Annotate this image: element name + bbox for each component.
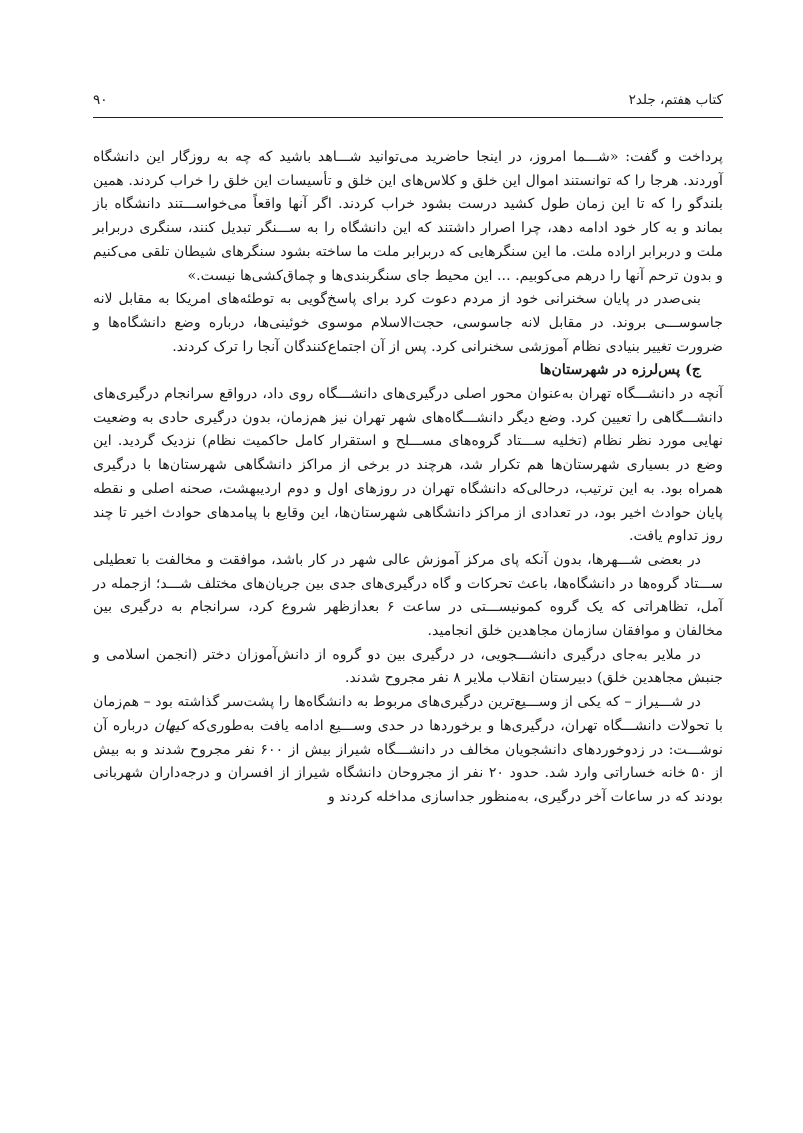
page-body bbox=[93, 146, 723, 810]
paragraph: در ملایر به‌جای درگیری دانشـــجویی، در درگیری بین دو گروه از دانش‌آموزان دختر (انجمن اسلامی و جنبش مجاهدین خلق) دبیرستان انقلاب ملایر ۸ نفر مجروح شدند. bbox=[93, 646, 723, 687]
header-rule bbox=[93, 117, 723, 118]
book-title: کتاب هفتم، جلد۲ bbox=[628, 92, 723, 108]
section-heading: ج) پس‌لرزه در شهرستان‌ها bbox=[539, 362, 701, 379]
paragraph: آنچه در دانشـــگاه تهران به‌عنوان محور اصلی درگیری‌های دانشـــگاه روی داد، درواقع سرانجام درگیری‌های دانشـــگاهی را تعیین کرد. وضع دیگر دانشـــگاه‌های شهر تهران نیز هم‌زمان، بدون درگیری حادی به وضعیت نهایی مورد نظر نظام (تخلیه ســـتاد گروه‌های مســـلح و استقرار کامل حاکمیت نظام) نزدیک گردید. این وضع در بسیاری شهرستان‌ها هم تکرار شد، هرچند در برخی از مراکز دانشگاهی شهرستان‌ها با درگیری همراه بود. به این ترتیب، درحالی‌که دانشگاه تهران در روزهای اول و دوم اردیبهشت، صحنه اصلی و نقطه پایان حوادث اخیر بود، در تعدادی از مراکز دانشگاهی شهرستان‌ها، این وقایع با پیامدهای حوادث اخیر تا چند روز تداوم یافت. bbox=[93, 386, 723, 545]
paragraph: پرداخت و گفت: «شـــما امروز، در اینجا حاضرید می‌توانید شـــاهد باشید که چه به روزگار این دانشگاه آوردند. هرجا را که توانستند اموال این خلق و کلاس‌های این خلق و تأسیسات این خلق را خراب کردند. همین بلندگو را که تا این زمان طول کشید درست بشود خراب کردند. اگر آنها واقعاً می‌خواســـتند دانشگاه باز بماند و به کار خود ادامه دهد، چرا اصرار داشتند که این دانشگاه را به ســـنگر تبدیل کنند، سنگری دربرابر ملت و دربرابر اراده ملت. ما این سنگرهایی که دربرابر ملت ما ساخته بشود سنگرهای شیطان تلقی می‌کنیم و بدون ترحم آنها را درهم می‌کوبیم. ... این محیط جای سنگربندی‌ها و چماق‌کشی‌ها نیست.» bbox=[93, 149, 723, 284]
page-header bbox=[93, 88, 723, 114]
paragraph: بنی‌صدر در پایان سخنرانی خود از مردم دعوت کرد برای پاسخ‌گویی به توطئه‌های امریکا به مقابل لانه جاسوســـی بروند. در مقابل لانه جاسوسی، حجت‌الاسلام موسوی خوئینی‌ها، درباره وضع دانشگاه‌ها و ضرورت تغییر بنیادی نظام آموزشی سخنرانی کرد. پس از آن اجتماع‌کنندگان آنجا را ترک کردند. bbox=[93, 291, 723, 355]
page-number: ۹۰ bbox=[93, 92, 108, 108]
newspaper-name: کیهان bbox=[154, 717, 187, 734]
text-run: درباره آن نوشـــت: در زدوخوردهای دانشجویان مخالف در دانشـــگاه شیراز بیش از ۶۰۰ نفر مجروح شدند و به بیش از ۵۰ خانه خساراتی وارد شد. حدود ۲۰ نفر از مجروحان دانشگاه شیراز از افسران و درجه‌داران شهربانی بودند که در ساعات آخر درگیری، به‌منظور جداسازی مداخله کردند و bbox=[93, 717, 723, 805]
paragraph: در بعضی شـــهرها، بدون آنکه پای مرکز آموزش عالی شهر در کار باشد، موافقت و مخالفت با تعطیلی ســـتاد گروه‌ها در دانشگاه‌ها، باعث تحرکات و گاه درگیری‌های جدی بین جریان‌های مختلف شـــد؛ ازجمله در آمل، تظاهراتی که یک گروه کمونیســـتی در ساعت ۶ بعدازظهر شروع کرد، سرانجام به درگیری بین مخالفان و موافقان سازمان مجاهدین خلق انجامید. bbox=[93, 551, 723, 640]
text-run: در شـــیراز – که یکی از وســـیع‌ترین درگیری‌های مربوط به دانشگاه‌ها را پشت‌سر گذاشته بود – هم‌زمان با تحولات دانشـــگاه تهران، درگیری‌ها و برخوردها در حدی وســـیع ادامه یافت به‌طوری‌که bbox=[93, 694, 723, 734]
paragraph-last bbox=[93, 691, 723, 810]
